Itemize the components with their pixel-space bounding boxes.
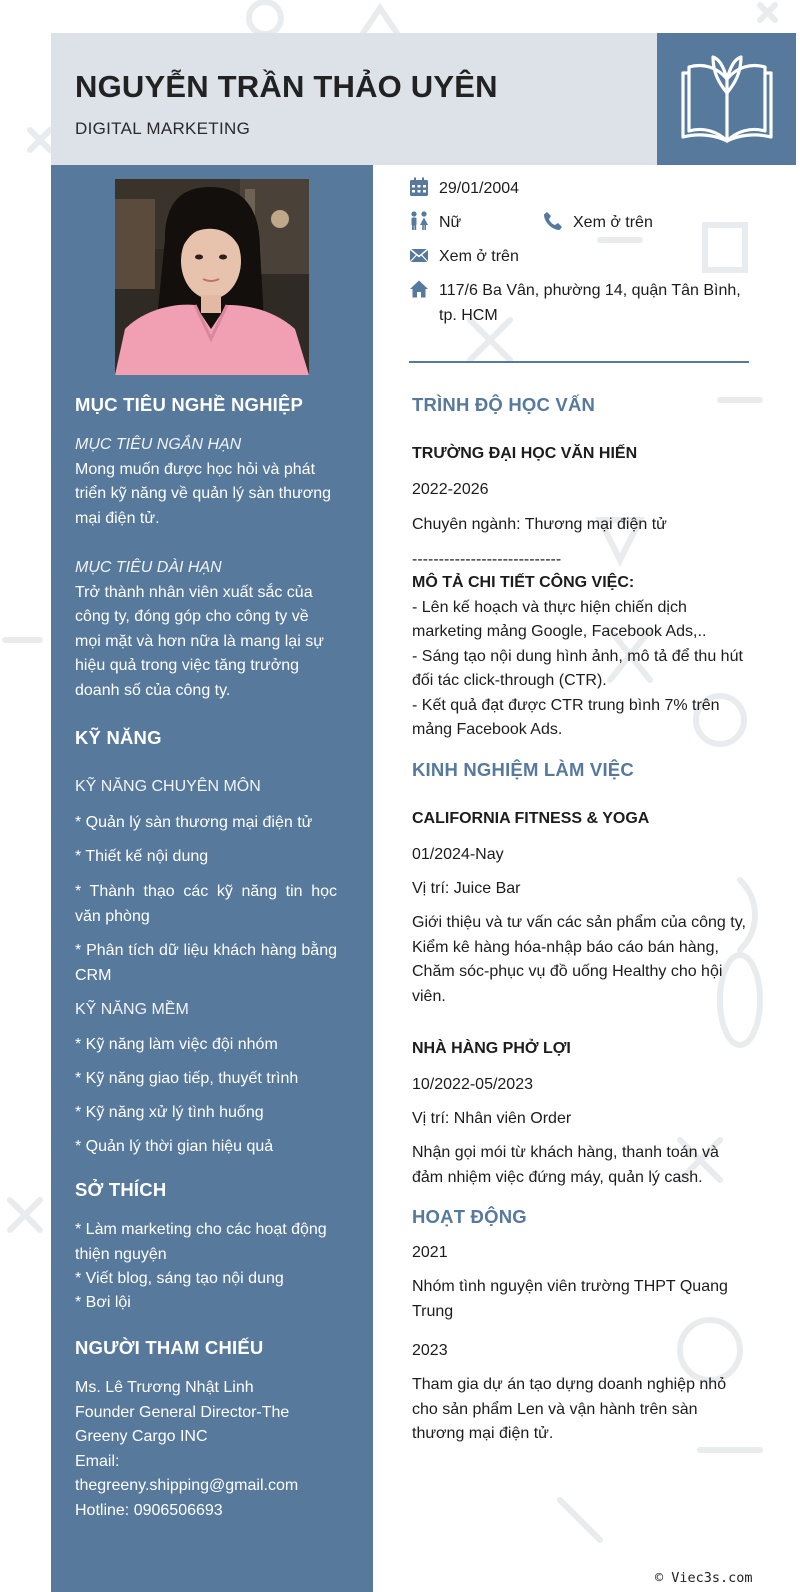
job-company: NHÀ HÀNG PHỞ LỢI	[412, 1040, 571, 1057]
email-value: Xem ở trên	[439, 248, 519, 265]
skill-item: * Thành thạo các kỹ năng tin học văn phòng	[75, 883, 337, 925]
education-years: 2022-2026	[412, 481, 489, 498]
birthday-value: 29/01/2004	[439, 180, 520, 197]
long-term-text: Trở thành nhân viên xuất sắc của công ty, đóng góp cho công ty về mọi mặt và hơn nữa là mang lại sự hiệu quả trong việc tăng trưởng doanh số của công ty.	[75, 583, 324, 699]
long-term-goal	[75, 556, 337, 703]
objective-heading: MỤC TIÊU NGHỀ NGHIỆP	[75, 394, 304, 415]
short-term-text: Mong muốn được học hỏi và phát triển kỹ năng về quản lý sàn thương mại điện tử.	[75, 460, 332, 527]
hobby-item: * Làm marketing cho các hoạt động thiện nguyện	[75, 1221, 327, 1263]
hobby-item: * Bơi lội	[75, 1294, 131, 1311]
soft-skills-label: KỸ NĂNG MỀM	[75, 1001, 189, 1018]
profile-photo	[115, 179, 309, 375]
activity-text: Tham gia dự án tạo dựng doanh nghiệp nhỏ cho sản phẩm Len và vận hành trên sàn thương mại điện tử.	[412, 1376, 727, 1442]
logo-box	[657, 33, 796, 165]
footer-credit: © Viec3s.com	[655, 1570, 753, 1586]
activity-year: 2023	[412, 1342, 448, 1359]
job-position: Vị trí: Nhân viên Order	[412, 1110, 572, 1127]
skill-item: * Phân tích dữ liệu khách hàng bằng CRM	[75, 942, 337, 984]
short-term-goal	[75, 433, 337, 531]
detail-line: - Sáng tạo nội dung hình ảnh, mô tả để thu hút đối tác click-through (CTR).	[412, 647, 743, 689]
education-separator: ----------------------------	[412, 551, 562, 568]
job-description: Giới thiệu và tư vấn các sản phẩm của công ty, Kiểm kê hàng hóa-nhập báo cáo bán hàng, Chăm sóc-phục vụ đồ uống Healthy cho hội viên.	[412, 914, 746, 1005]
skills-heading: KỸ NĂNG	[75, 727, 162, 748]
job-period: 01/2024-Nay	[412, 846, 504, 863]
objective-section	[75, 393, 337, 418]
education-heading: TRÌNH ĐỘ HỌC VẤN	[412, 394, 596, 415]
reference-email: thegreeny.shipping@gmail.com	[75, 1477, 299, 1494]
skill-item: * Thiết kế nội dung	[75, 848, 209, 865]
header-banner	[51, 33, 657, 165]
detail-line: - Kết quả đạt được CTR trung bình 7% trên mảng Facebook Ads.	[412, 696, 720, 738]
detail-line: - Lên kế hoạch và thực hiện chiến dịch marketing mảng Google, Facebook Ads,..	[412, 598, 707, 640]
detail-heading: MÔ TẢ CHI TIẾT CÔNG VIỆC:	[412, 574, 635, 591]
education-major: Chuyên ngành: Thương mại điện tử	[412, 516, 667, 533]
gender-value: Nữ	[439, 214, 462, 231]
home-icon	[409, 279, 429, 299]
hobbies-heading: SỞ THÍCH	[75, 1179, 167, 1200]
hobbies-section	[75, 1178, 337, 1203]
reference-role: Founder General Director-The Greeny Cargo INC	[75, 1403, 290, 1445]
activity-year: 2021	[412, 1244, 448, 1261]
phone-icon	[543, 211, 563, 231]
reference-heading: NGƯỜI THAM CHIẾU	[75, 1337, 264, 1358]
phone-value: Xem ở trên	[573, 214, 653, 231]
contact-divider	[409, 361, 749, 363]
school-name: TRƯỜNG ĐẠI HỌC VĂN HIẾN	[412, 445, 638, 462]
reference-email-label: Email:	[75, 1452, 120, 1470]
job-title: DIGITAL MARKETING	[75, 119, 251, 138]
gender-icon	[409, 211, 429, 231]
short-term-label: MỤC TIÊU NGẮN HẠN	[75, 436, 242, 453]
reference-details	[75, 1376, 337, 1523]
address-value: 117/6 Ba Vân, phường 14, quận Tân Bình, tp. HCM	[439, 282, 741, 324]
envelope-icon	[409, 245, 429, 265]
skill-item: * Kỹ năng xử lý tình huống	[75, 1104, 264, 1121]
calendar-icon	[409, 177, 429, 197]
experience-heading: KINH NGHIỆM LÀM VIỆC	[412, 759, 634, 780]
reference-name: Ms. Lê Trương Nhật Linh	[75, 1379, 254, 1396]
job-company: CALIFORNIA FITNESS & YOGA	[412, 810, 650, 827]
job-description: Nhận gọi mói từ khách hàng, thanh toán và đảm nhiệm việc đứng máy, quản lý cash.	[412, 1144, 719, 1186]
job-position: Vị trí: Juice Bar	[412, 880, 521, 897]
hobby-item: * Viết blog, sáng tạo nội dung	[75, 1270, 284, 1287]
reference-hotline: Hotline: 0906506693	[75, 1501, 223, 1519]
professional-skills-label: KỸ NĂNG CHUYÊN MÔN	[75, 778, 261, 795]
long-term-label: MỤC TIÊU DÀI HẠN	[75, 559, 222, 576]
reference-section	[75, 1336, 337, 1361]
activity-text: Nhóm tình nguyện viên trường THPT Quang Trung	[412, 1278, 728, 1320]
activities-heading: HOẠT ĐỘNG	[412, 1206, 527, 1227]
skill-item: * Quản lý thời gian hiệu quả	[75, 1138, 274, 1155]
skill-item: * Quản lý sàn thương mại điện tử	[75, 814, 313, 831]
sidebar	[51, 165, 373, 1592]
education-details	[412, 571, 752, 743]
skills-section	[75, 726, 337, 751]
skill-item: * Kỹ năng làm việc đội nhóm	[75, 1036, 278, 1053]
candidate-name: NGUYỄN TRẦN THẢO UYÊN	[75, 69, 498, 104]
job-period: 10/2022-05/2023	[412, 1076, 533, 1093]
skill-item: * Kỹ năng giao tiếp, thuyết trình	[75, 1070, 299, 1087]
open-book-icon	[679, 53, 775, 145]
